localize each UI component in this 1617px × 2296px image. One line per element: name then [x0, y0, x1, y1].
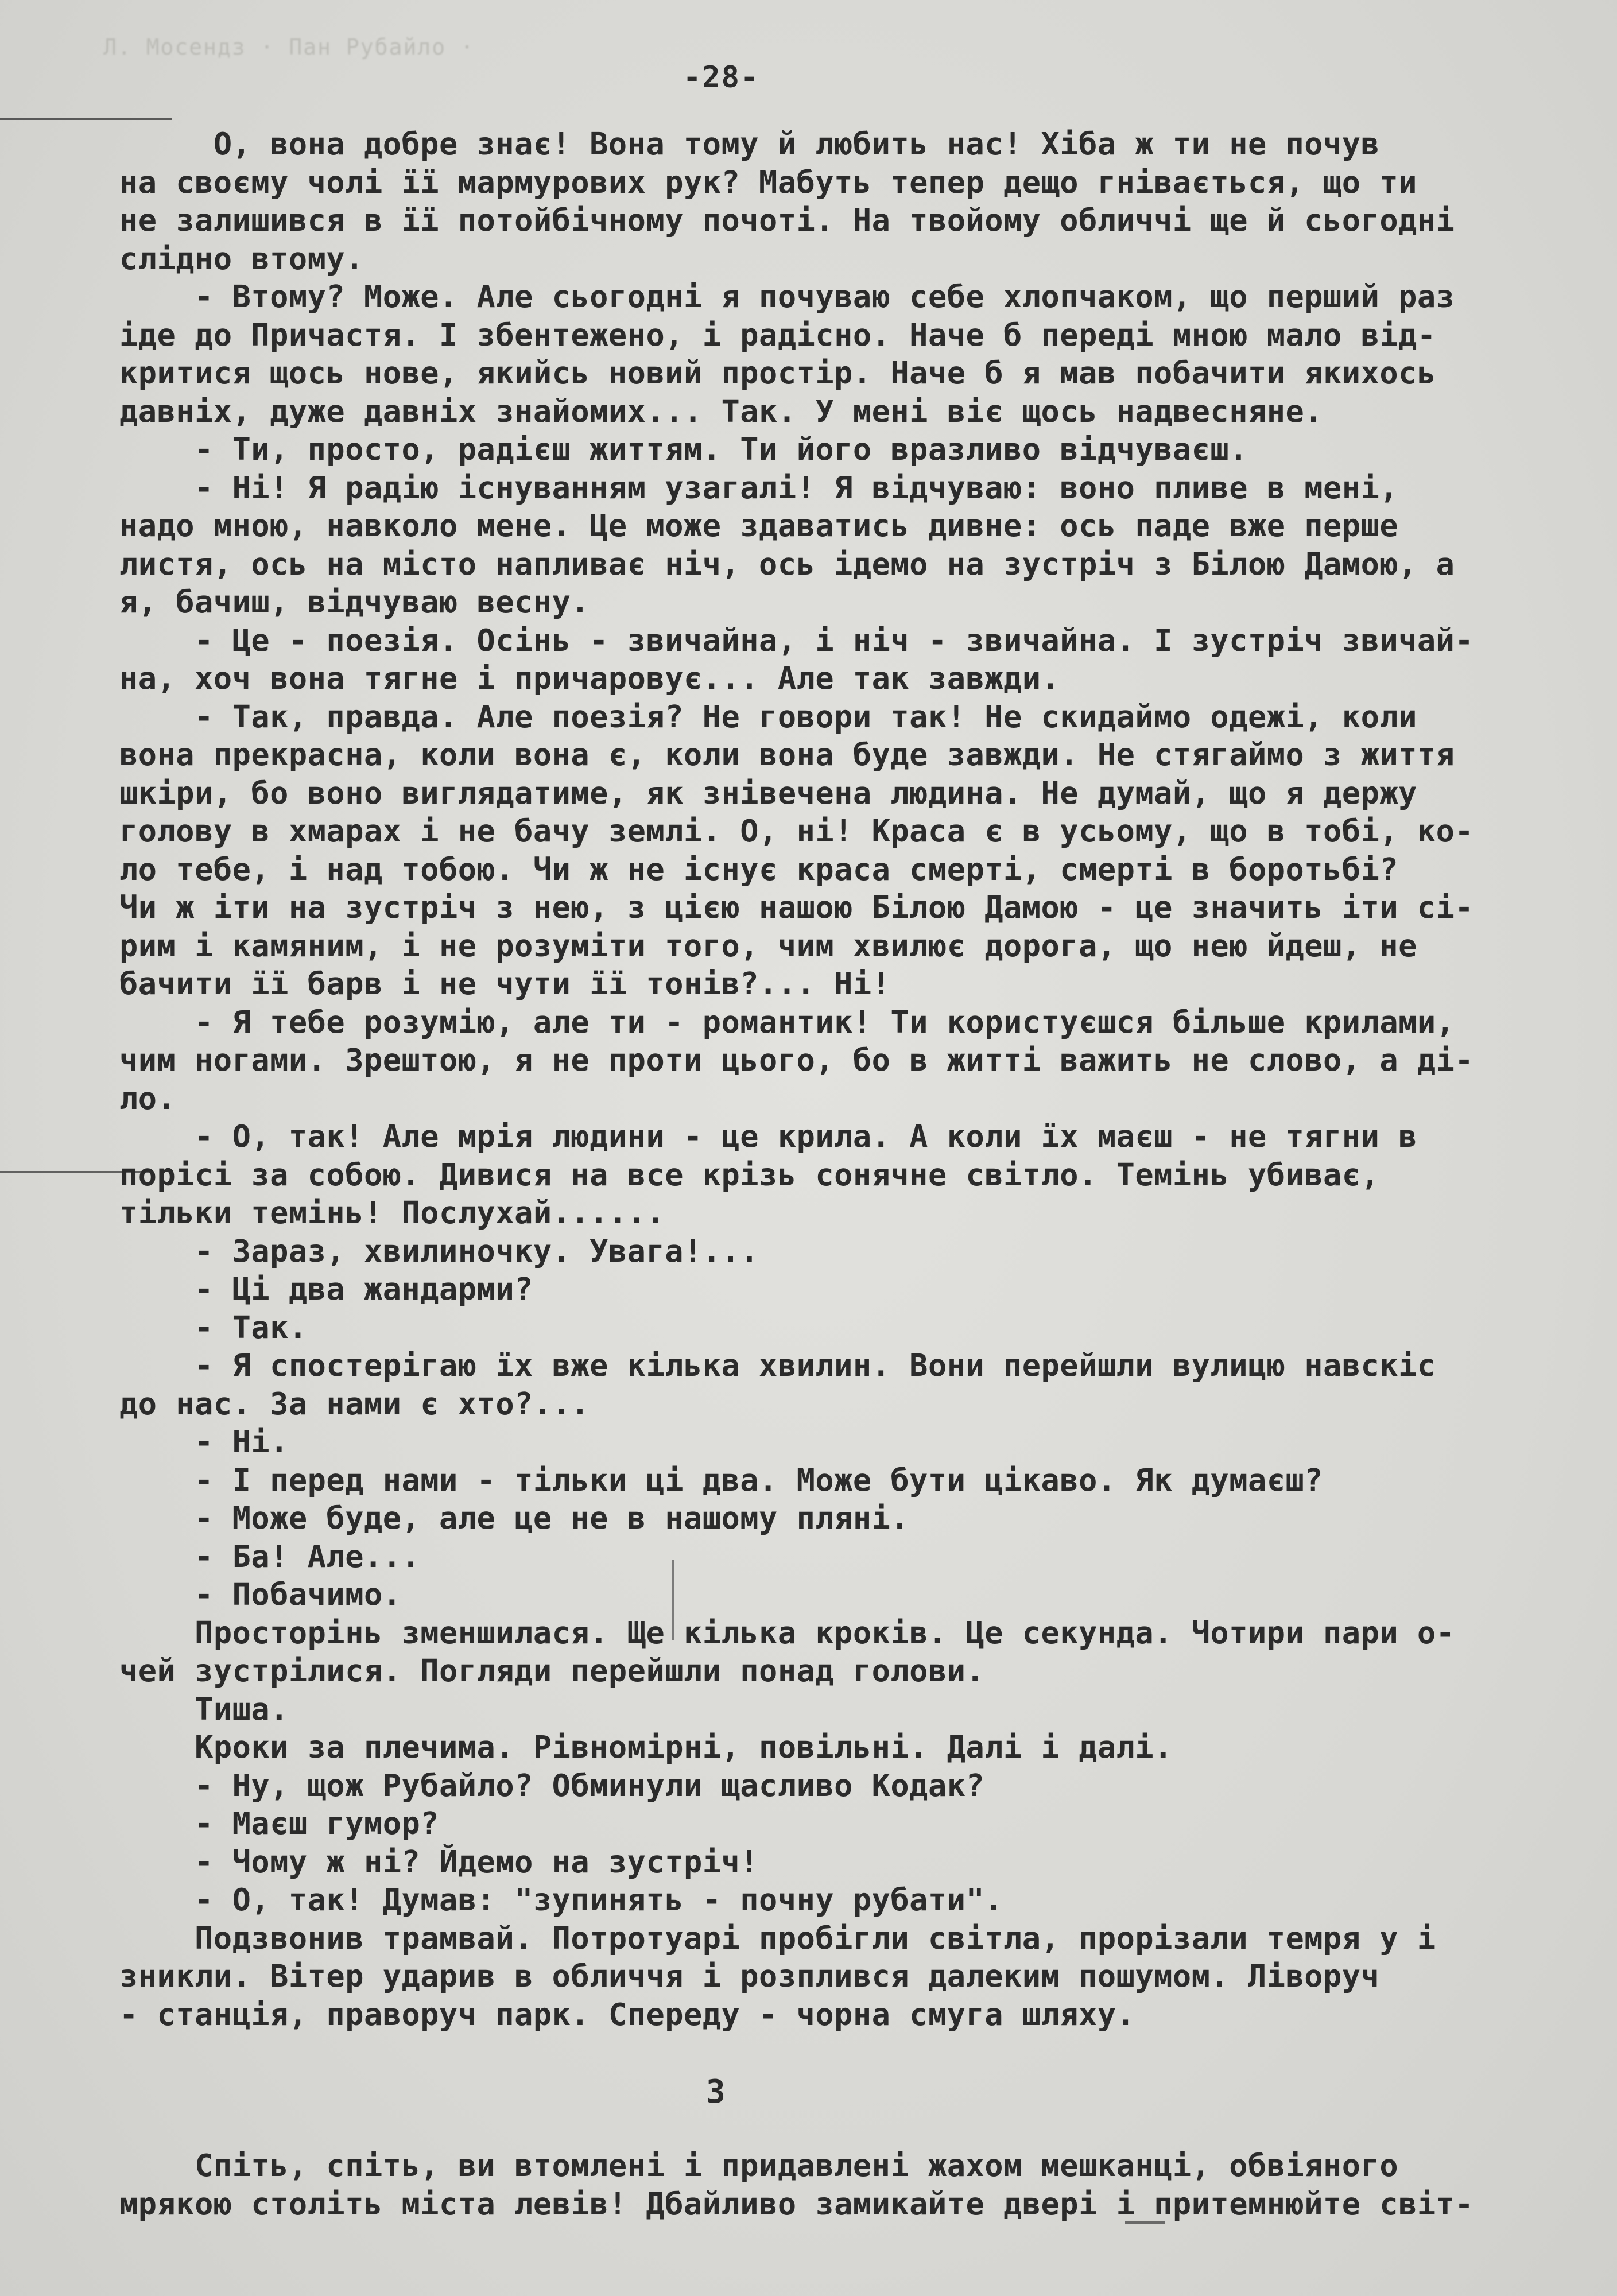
text-line: тільки темінь! Послухай......: [119, 1194, 665, 1231]
text-line: вона прекрасна, коли вона є, коли вона буде завжди. Не стягаймо з життя: [119, 736, 1455, 773]
text-line: чей зустрілися. Погляди перейшли понад голови.: [119, 1653, 985, 1689]
text-line: - О, так! Але мрія людини - це крила. А коли їх маєш - не тягни в: [119, 1118, 1417, 1154]
top-rule: [0, 118, 172, 120]
text-line: голову в хмарах і не бачу землі. О, ні! Краса є в усьому, що в тобі, ко-: [119, 813, 1474, 849]
text-line: ло тебе, і над тобою. Чи ж не існує краса смерті, смерті в боротьбі?: [119, 851, 1399, 887]
text-line: бачити її барв і не чути її тонів?... Ні!: [119, 965, 891, 1002]
text-line: - Я тебе розумію, але ти - романтик! Ти користуєшся більше крилами,: [119, 1003, 1455, 1040]
text-line: чим ногами. Зрештою, я не проти цього, бо в житті важить не слово, а ді-: [119, 1042, 1474, 1078]
text-line: - Ну, щож Рубайло? Обминули щасливо Кодак?: [119, 1767, 985, 1804]
text-line: - станція, праворуч парк. Спереду - чорна смуга шляху.: [119, 1996, 1135, 2033]
text-line: Просторінь зменшилася. Ще кілька кроків. Це секунда. Чотири пари о-: [119, 1614, 1455, 1651]
text-line: - Чому ж ні? Йдемо на зустріч!: [119, 1843, 759, 1880]
text-line: - Ці два жандарми?: [119, 1271, 533, 1307]
text-line: Подзвонив трамвай. Потротуарі пробігли світла, прорізали темря у і: [119, 1919, 1436, 1956]
text-line: надо мною, навколо мене. Це може здаватись дивне: ось паде вже перше: [119, 507, 1399, 544]
text-line: - Ні.: [119, 1424, 289, 1460]
page-number: -28-: [683, 60, 760, 95]
body-text: [119, 125, 1543, 2034]
text-line: - О, так! Думав: "зупинять - почну рубати".: [119, 1882, 1004, 1918]
text-line: - Ні! Я радію існуванням узагалі! Я відчуваю: воно пливе в мені,: [119, 469, 1399, 506]
text-line: іде до Причастя. І збентежено, і радісно. Наче б переді мною мало від-: [119, 316, 1436, 353]
text-line: - Ба! Але...: [119, 1538, 421, 1574]
body-text-continued: [119, 2147, 1543, 2223]
text-line: - І перед нами - тільки ці два. Може бути цікаво. Як думаєш?: [119, 1461, 1324, 1498]
text-line: давніх, дуже давніх знайомих... Так. У мені віє щось надвесняне.: [119, 393, 1324, 429]
text-line: - Маєш гумор?: [119, 1805, 440, 1841]
text-line: на, хоч вона тягне і причаровує... Але так завжди.: [119, 660, 1060, 696]
text-line: рим і камяним, і не розуміти того, чим хвилює дорога, що нею йдеш, не: [119, 927, 1417, 964]
text-line: - Це - поезія. Осінь - звичайна, і ніч - звичайна. І зустріч звичай-: [119, 622, 1474, 658]
text-line: Чи ж іти на зустріч з нею, з цією нашою Білою Дамою - це значить іти сі-: [119, 889, 1474, 925]
text-line: мрякою століть міста левів! Дбайливо замикайте двері і притемнюйте світ-: [119, 2185, 1474, 2222]
section-number: 3: [706, 2073, 726, 2111]
text-line: зникли. Вітер ударив в обличчя і розплився далеким пошумом. Ліворуч: [119, 1958, 1380, 1994]
text-line: - Я спостерігаю їх вже кілька хвилин. Вони перейшли вулицю навскіс: [119, 1347, 1436, 1383]
text-line: - Втому? Може. Але сьогодні я почуваю себе хлопчаком, що перший раз: [119, 278, 1455, 315]
text-line: не залишився в її потойбічному почоті. На твойому обличчі ще й сьогодні: [119, 202, 1455, 238]
text-line: я, бачиш, відчуваю весну.: [119, 584, 590, 620]
text-line: - Зараз, хвилиночку. Увага!...: [119, 1232, 759, 1269]
text-line: - Побачимо.: [119, 1576, 402, 1612]
text-line: О, вона добре знає! Вона тому й любить нас! Хіба ж ти не почув: [119, 126, 1380, 162]
text-line: на своєму чолі її мармурових рук? Мабуть тепер дещо гнівається, що ти: [119, 164, 1417, 200]
text-line: - Так, правда. Але поезія? Не говори так! Не скидаймо одежі, коли: [119, 698, 1417, 735]
text-line: Кроки за плечима. Рівномірні, повільні. Далі і далі.: [119, 1729, 1173, 1765]
text-line: - Так.: [119, 1309, 308, 1345]
faded-header-stamp: Л. Мосендз · Пан Рубайло ·: [103, 34, 475, 60]
text-line: порісі за собою. Дивися на все крізь сонячне світло. Темінь убиває,: [119, 1156, 1380, 1193]
text-line: шкіри, бо воно виглядатиме, як знівечена людина. Не думай, що я держу: [119, 774, 1417, 811]
text-line: Тиша.: [119, 1690, 289, 1727]
text-line: критися щось нове, якийсь новий простір. Наче б я мав побачити якихось: [119, 355, 1436, 391]
text-line: листя, ось на місто напливає ніч, ось ідемо на зустріч з Білою Дамою, а: [119, 545, 1455, 582]
text-line: ло.: [119, 1080, 176, 1116]
text-line: - Ти, просто, радієш життям. Ти його вразливо відчуваєш.: [119, 431, 1248, 467]
text-line: - Може буде, але це не в нашому пляні.: [119, 1500, 910, 1536]
text-line: Спіть, спіть, ви втомлені і придавлені жахом мешканці, обвіяного: [119, 2147, 1399, 2183]
text-line: слідно втому.: [119, 240, 364, 277]
text-line: до нас. За нами є хто?...: [119, 1385, 590, 1422]
